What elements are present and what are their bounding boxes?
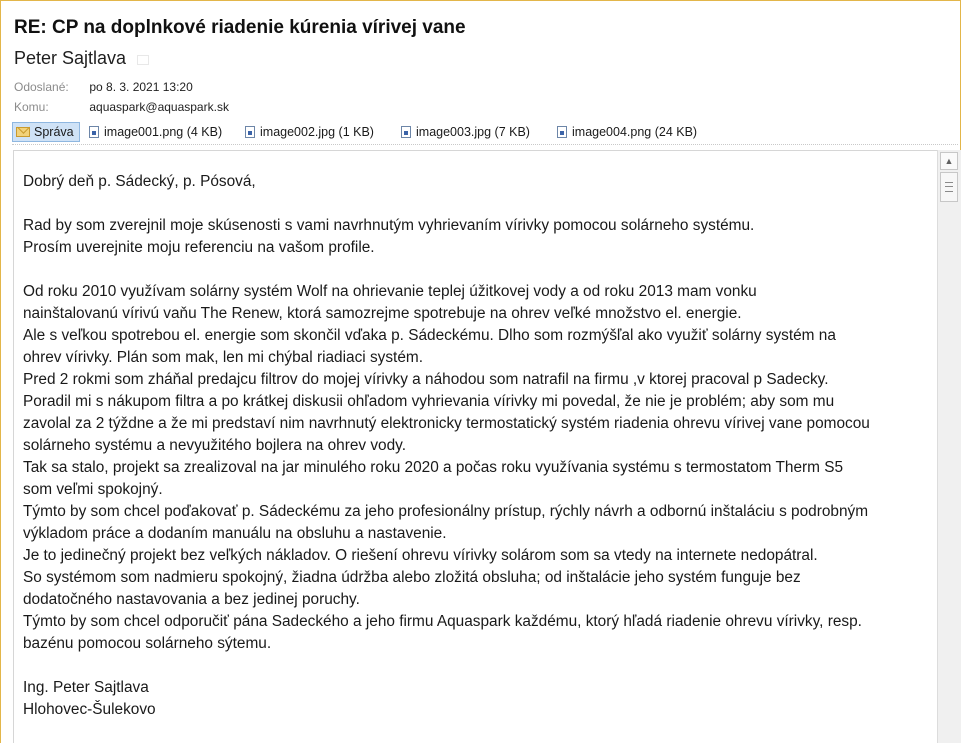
message-body-pane[interactable] [13,150,937,743]
body-line: zavolal za 2 týždne a že mi predstaví nim navrhnutý elektronicky termostatický systém riadenia ohrevu vírivej vane pomocou [23,415,870,432]
envelope-icon [16,127,30,137]
body-line: Ing. Peter Sajtlava [23,679,149,696]
attachment-bar [12,120,958,145]
sender-row [14,48,149,72]
contact-card-icon[interactable] [137,55,149,65]
body-line: dodatočného nastavovania a bez jedinej poruchy. [23,591,360,608]
body-line: Hlohovec-Šulekovo [23,701,156,718]
message-subject: RE: CP na doplnkové riadenie kúrenia vírivej vane [14,17,466,38]
body-blank-line [23,655,928,677]
body-line: Dobrý deň p. Sádecký, p. Pósová, [23,173,256,190]
body-line: bazénu pomocou solárneho sýtemu. [23,635,272,652]
attachment-image002[interactable] [242,122,392,142]
image-file-icon [245,126,255,138]
attachment-label: image001.png (4 KB) [104,125,223,139]
body-line: Ale s veľkou spotrebou el. energie som skončil vďaka p. Sádeckému. Dlho som rozmýšľal ako využiť solárny systém na [23,327,836,344]
message-body [23,171,928,721]
image-file-icon [401,126,411,138]
body-line: Poradil mi s nákupom filtra a po krátkej diskusii ohľadom vyhrievania vírivky mi povedal, že nie je problém; aby som mu [23,393,835,410]
to-label: Komu: [14,100,49,114]
body-line: Rad by som zverejnil moje skúsenosti s vami navrhnutým vyhrievaním vírivky pomocou solárneho systému. [23,217,755,234]
attachment-label: Správa [34,125,74,139]
attachment-message[interactable] [12,122,80,142]
attachment-image003[interactable] [398,122,548,142]
attachment-image001[interactable] [86,122,236,142]
image-file-icon [89,126,99,138]
body-blank-line [23,193,928,215]
body-line: Prosím uverejnite moju referenciu na vašom profile. [23,239,375,256]
body-line: ohrev vírivky. Plán som mak, len mi chýbal riadiaci systém. [23,349,423,366]
to-value[interactable]: aquaspark@aquaspark.sk [89,100,229,114]
body-line: Je to jedinečný projekt bez veľkých nákladov. O riešení ohrevu vírivky solárom som sa vtedy na internete nedopátral. [23,547,818,564]
attachment-label: image002.jpg (1 KB) [260,125,374,139]
attachment-label: image003.jpg (7 KB) [416,125,530,139]
sent-value: po 8. 3. 2021 13:20 [89,80,193,94]
body-line: Pred 2 rokmi som zháňal predajcu filtrov do mojej vírivky a náhodou som natrafil na firmu ,v ktorej pracoval p Sadecky. [23,371,829,388]
body-line: So systémom som nadmieru spokojný, žiadna údržba alebo zložitá obsluha; od inštalácie jeho systém funguje bez [23,569,801,586]
body-line: výkladom práce a dodaním manuálu na obsluhu a nastavenie. [23,525,447,542]
body-line: Týmto by som chcel poďakovať p. Sádeckému za jeho profesionálny prístup, rýchly návrh a odbornú inštaláciu s podrobným [23,503,869,520]
body-line: Od roku 2010 využívam solárny systém Wolf na ohrievanie teplej úžitkovej vody a od roku 2013 mam vonku [23,283,757,300]
to-row [14,100,229,114]
body-blank-line [23,259,928,281]
arrow-up-icon[interactable]: ▲ [940,152,958,170]
sent-label: Odoslané: [14,80,69,94]
body-line: solárneho systému a nevyužitého bojlera na ohrev vody. [23,437,406,454]
scroll-thumb[interactable] [940,172,958,202]
body-line: som veľmi spokojný. [23,481,163,498]
body-line: Tak sa stalo, projekt sa zrealizoval na jar minulého roku 2020 a počas roku využívania systému s termostatom Therm S5 [23,459,844,476]
attachment-label: image004.png (24 KB) [572,125,698,139]
body-line: Týmto by som chcel odporučiť pána Sadeckého a jeho firmu Aquaspark každému, ktorý hľadá riadenie ohrevu vírivky, resp. [23,613,862,630]
body-line: nainštalovanú vírivú vaňu The Renew, ktorá samozrejme spotrebuje na ohrev veľké množstvo el. energie. [23,305,742,322]
image-file-icon [557,126,567,138]
sender-name[interactable]: Peter Sajtlava [14,48,127,68]
sent-row [14,80,193,94]
vertical-scrollbar[interactable] [937,150,961,743]
attachment-image004[interactable] [554,122,724,142]
